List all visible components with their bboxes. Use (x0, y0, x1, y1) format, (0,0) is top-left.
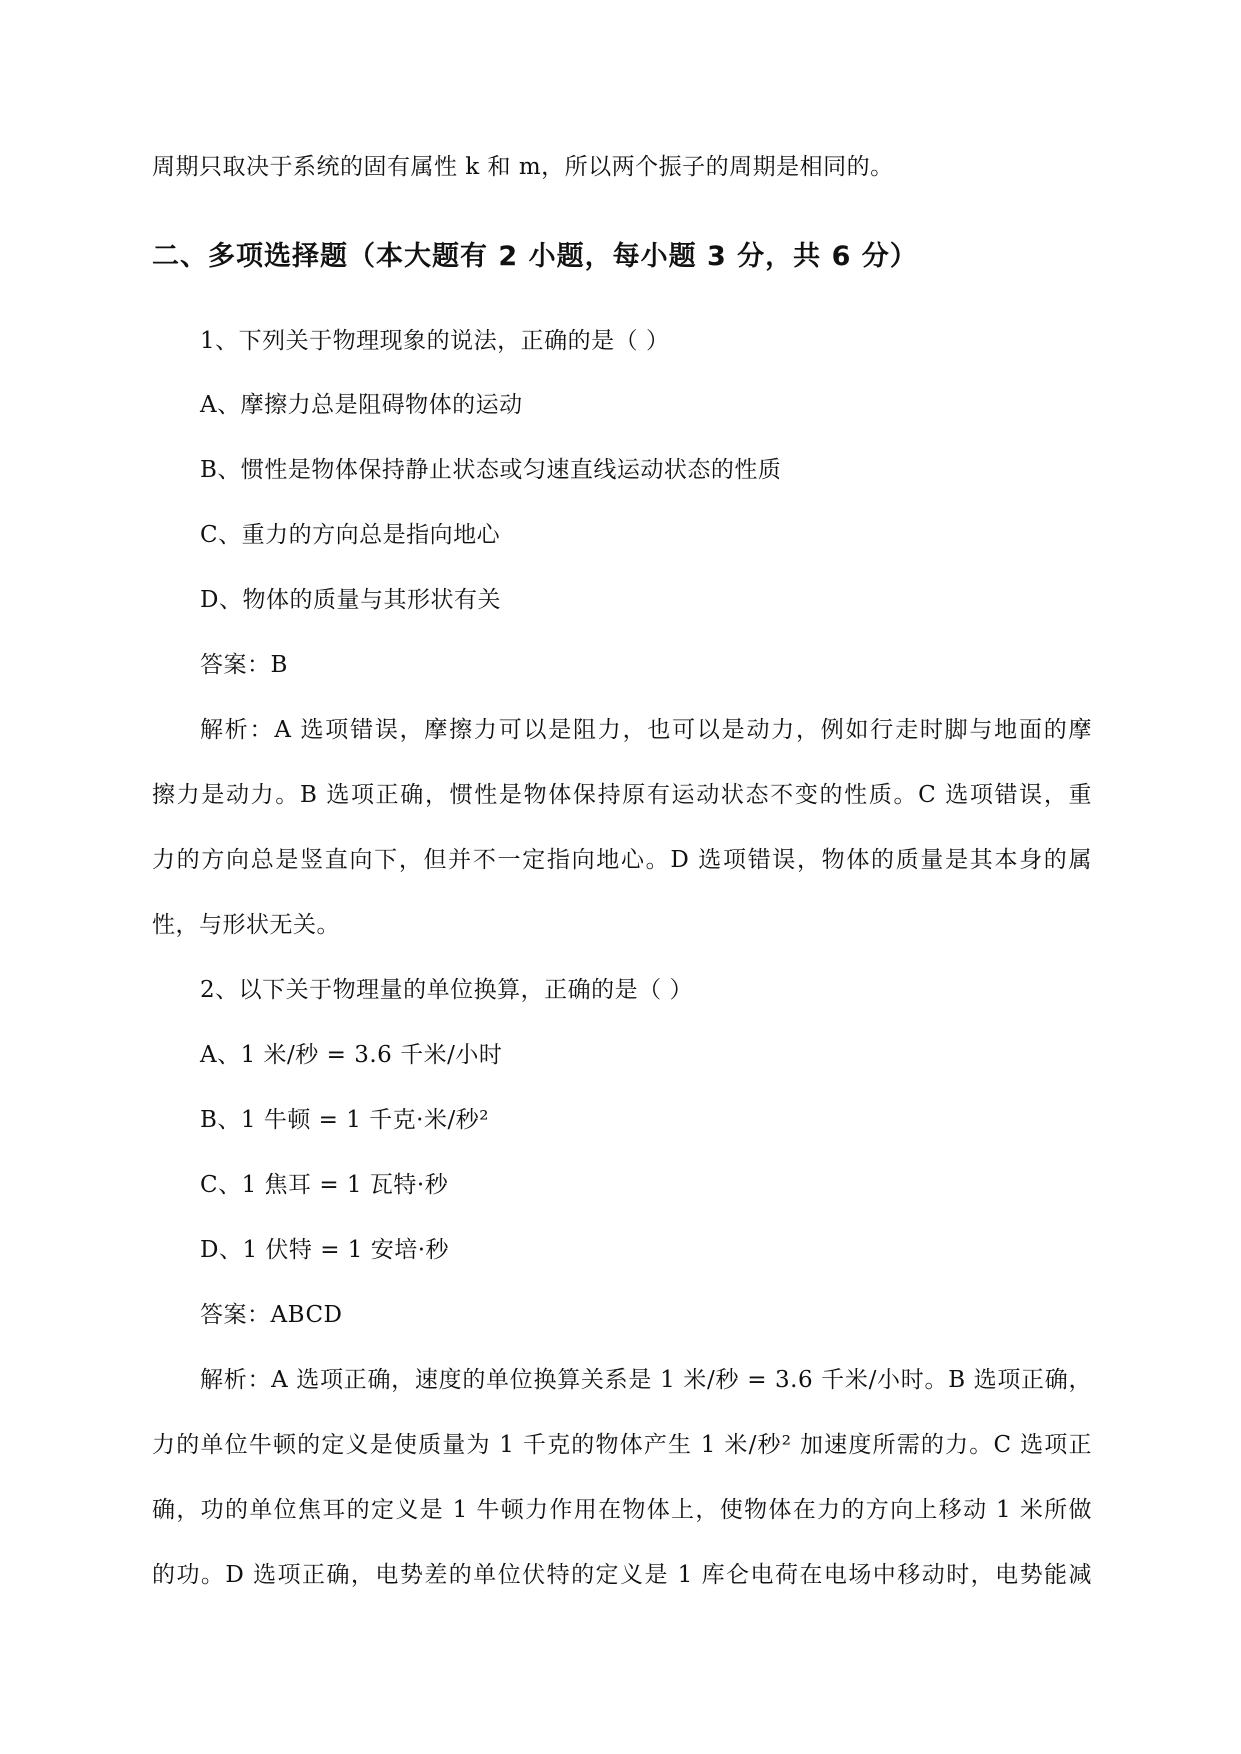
option-d: D、1 伏特 = 1 安培·秒 (200, 1237, 450, 1263)
section-heading: 二、多项选择题（本大题有 2 小题，每小题 3 分，共 6 分） (152, 241, 918, 272)
option-c: C、1 焦耳 = 1 瓦特·秒 (200, 1172, 449, 1198)
question-stem: 2、以下关于物理量的单位换算，正确的是（ ） (200, 977, 693, 1003)
option-d: D、物体的质量与其形状有关 (200, 587, 501, 613)
question-stem: 1、下列关于物理现象的说法，正确的是（ ） (200, 328, 670, 354)
answer: 答案：ABCD (200, 1302, 343, 1328)
explanation-line: 力的方向总是竖直向下，但并不一定指向地心。D 选项错误，物体的质量是其本身的属 (152, 847, 1092, 873)
option-b: B、惯性是物体保持静止状态或匀速直线运动状态的性质 (200, 457, 782, 483)
intro-line: 周期只取决于系统的固有属性 k 和 m，所以两个振子的周期是相同的。 (152, 154, 894, 180)
option-b: B、1 牛顿 = 1 千克·米/秒² (200, 1107, 489, 1133)
option-c: C、重力的方向总是指向地心 (200, 522, 501, 548)
explanation-line: 力的单位牛顿的定义是使质量为 1 千克的物体产生 1 米/秒² 加速度所需的力。C 选项正 (152, 1432, 1092, 1458)
option-a: A、1 米/秒 = 3.6 千米/小时 (200, 1042, 503, 1068)
explanation-line: 性，与形状无关。 (152, 912, 340, 938)
explanation-line: 的功。D 选项正确，电势差的单位伏特的定义是 1 库仑电荷在电场中移动时，电势能减 (152, 1562, 1092, 1588)
explanation-line: 解析：A 选项错误，摩擦力可以是阻力，也可以是动力，例如行走时脚与地面的摩 (200, 717, 1092, 743)
explanation-line: 解析：A 选项正确，速度的单位换算关系是 1 米/秒 = 3.6 千米/小时。B 选项正确， (200, 1367, 1092, 1393)
explanation-line: 擦力是动力。B 选项正确，惯性是物体保持原有运动状态不变的性质。C 选项错误，重 (152, 782, 1092, 808)
answer: 答案：B (200, 652, 288, 678)
option-a: A、摩擦力总是阻碍物体的运动 (200, 392, 523, 418)
explanation-line: 确，功的单位焦耳的定义是 1 牛顿力作用在物体上，使物体在力的方向上移动 1 米所做 (152, 1497, 1092, 1523)
